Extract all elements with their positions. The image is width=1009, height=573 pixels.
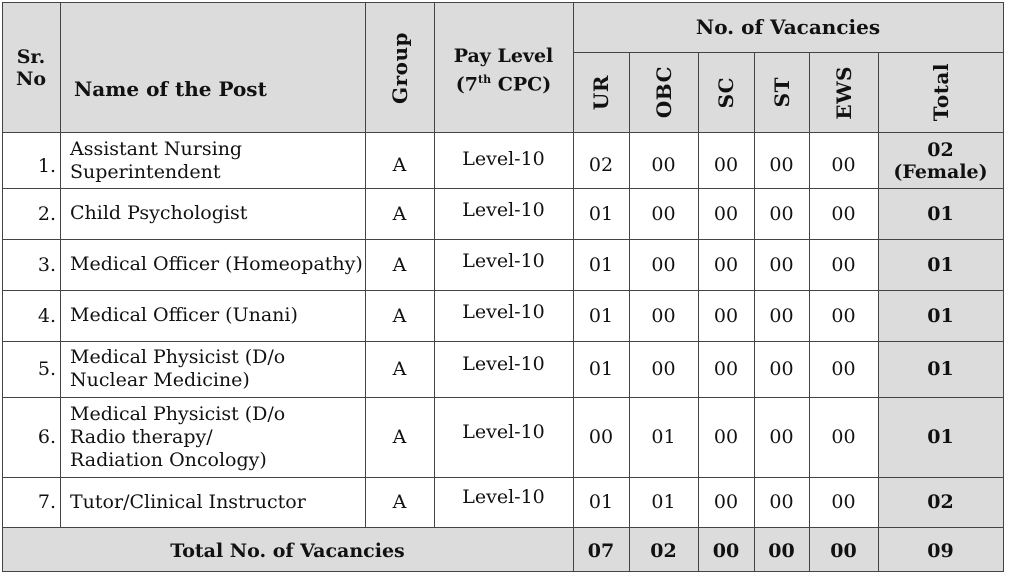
row-4-level: Level-10	[462, 300, 545, 323]
row-3-ur: 01	[588, 253, 614, 276]
row-7-ur: 01	[588, 491, 614, 513]
totals-obc: 02	[650, 540, 677, 562]
grid-line	[2, 132, 1004, 133]
header-group: Group	[387, 31, 412, 104]
row-2-ur: 01	[588, 202, 614, 225]
row-1-obc: 00	[651, 153, 676, 176]
row-4-post: Medical Officer (Unani)	[70, 304, 298, 326]
row-3-sc: 00	[713, 253, 739, 276]
header-category-ur: UR	[589, 74, 613, 111]
row-4-obc: 00	[651, 304, 676, 327]
row-2-sr: 2.	[37, 202, 56, 225]
row-4-total: 01	[927, 304, 954, 327]
grid-line	[878, 52, 879, 572]
grid-line	[2, 571, 1004, 572]
grid-line	[754, 52, 755, 572]
grid-line	[809, 52, 810, 572]
header-category-st: ST	[769, 77, 794, 108]
row-2-ews: 00	[831, 202, 856, 225]
row-7-sc: 00	[713, 491, 739, 513]
grid-line	[365, 2, 366, 527]
row-3-total: 01	[927, 253, 954, 276]
header-vacancies: No. of Vacancies	[573, 2, 1003, 52]
row-6-ur: 00	[588, 426, 614, 448]
row-7-st: 00	[769, 491, 794, 513]
row-5-st: 00	[769, 358, 794, 380]
header-sr-no: Sr. No	[2, 2, 60, 133]
header-category-ews: EWS	[831, 65, 856, 120]
row-6-obc: 01	[651, 426, 676, 448]
totals-ur: 07	[587, 540, 615, 562]
row-5-post: Medical Physicist (D/o Nuclear Medicine)	[70, 346, 286, 391]
grid-line	[2, 188, 1004, 189]
row-7-sr: 7.	[37, 491, 56, 513]
row-2-obc: 00	[651, 202, 676, 225]
row-1-sr: 1.	[37, 154, 56, 177]
row-5-ews: 00	[831, 358, 856, 380]
row-6-group: A	[392, 426, 407, 448]
row-3-post: Medical Officer (Homeopathy)	[70, 253, 363, 275]
row-4-ur: 01	[588, 304, 614, 327]
row-6-sr: 6.	[37, 426, 56, 448]
grid-line	[1003, 2, 1004, 572]
row-6-post: Medical Physicist (D/o Radio therapy/ Radiation Oncology)	[70, 402, 286, 471]
row-4-st: 00	[769, 304, 794, 327]
grid-line	[573, 2, 574, 572]
grid-line	[2, 2, 1004, 3]
row-4-group: A	[392, 304, 407, 327]
row-3-group: A	[392, 253, 407, 276]
row-1-ur: 02	[588, 153, 614, 176]
header-category-obc: OBC	[651, 66, 676, 119]
row-1-sc: 00	[713, 153, 739, 176]
grid-line	[2, 397, 1004, 398]
row-3-ews: 00	[831, 253, 856, 276]
row-2-level: Level-10	[462, 198, 545, 221]
grid-line	[2, 290, 1004, 291]
row-1-level: Level-10	[462, 147, 545, 170]
row-2-total: 01	[927, 202, 954, 225]
grid-line	[434, 2, 435, 527]
row-7-obc: 01	[651, 491, 676, 513]
row-7-level: Level-10	[462, 486, 545, 508]
row-2-sc: 00	[713, 202, 739, 225]
row-1-post: Assistant Nursing Superintendent	[70, 137, 243, 183]
header-post-name: Name of the Post	[60, 2, 365, 133]
header-category-sc: SC	[714, 76, 738, 109]
totals-total: 09	[927, 540, 954, 562]
grid-line	[60, 2, 61, 527]
row-7-post: Tutor/Clinical Instructor	[70, 490, 306, 513]
row-5-group: A	[392, 358, 407, 380]
row-3-sr: 3.	[37, 253, 56, 276]
grid-line	[2, 477, 1004, 478]
row-5-level: Level-10	[462, 353, 545, 375]
row-3-obc: 00	[651, 253, 676, 276]
header-category-total: Total	[928, 63, 953, 122]
totals-st: 00	[768, 540, 795, 562]
row-4-ews: 00	[831, 304, 856, 327]
row-4-sr: 4.	[37, 304, 56, 327]
header-pay-level: Pay Level (7th CPC)	[434, 2, 573, 133]
totals-label: Total No. of Vacancies	[170, 540, 405, 562]
row-7-ews: 00	[831, 491, 856, 513]
totals-ews: 00	[830, 540, 857, 562]
row-3-level: Level-10	[462, 249, 545, 272]
row-6-total: 01	[927, 426, 954, 448]
row-6-sc: 00	[713, 426, 739, 448]
row-4-sc: 00	[713, 304, 739, 327]
row-1-total: 02 (Female)	[893, 138, 988, 183]
row-5-obc: 00	[651, 358, 676, 380]
row-5-ur: 01	[588, 358, 614, 380]
grid-line	[2, 239, 1004, 240]
grid-line	[2, 341, 1004, 342]
grid-line	[629, 52, 630, 572]
row-2-group: A	[392, 202, 407, 225]
grid-line	[698, 52, 699, 572]
row-1-group: A	[392, 153, 407, 176]
grid-line	[2, 2, 3, 572]
row-5-sc: 00	[713, 358, 739, 380]
row-7-total: 02	[927, 491, 954, 513]
row-5-sr: 5.	[37, 358, 56, 380]
row-1-ews: 00	[831, 153, 856, 176]
row-6-st: 00	[769, 426, 794, 448]
row-6-ews: 00	[831, 426, 856, 448]
row-2-st: 00	[769, 202, 794, 225]
grid-line	[573, 52, 1004, 53]
row-5-total: 01	[927, 358, 954, 380]
totals-sc: 00	[712, 540, 740, 562]
grid-line	[2, 527, 1004, 528]
row-1-st: 00	[769, 153, 794, 176]
row-2-post: Child Psychologist	[70, 202, 248, 224]
row-3-st: 00	[769, 253, 794, 276]
row-7-group: A	[392, 491, 407, 513]
row-6-level: Level-10	[462, 421, 545, 443]
